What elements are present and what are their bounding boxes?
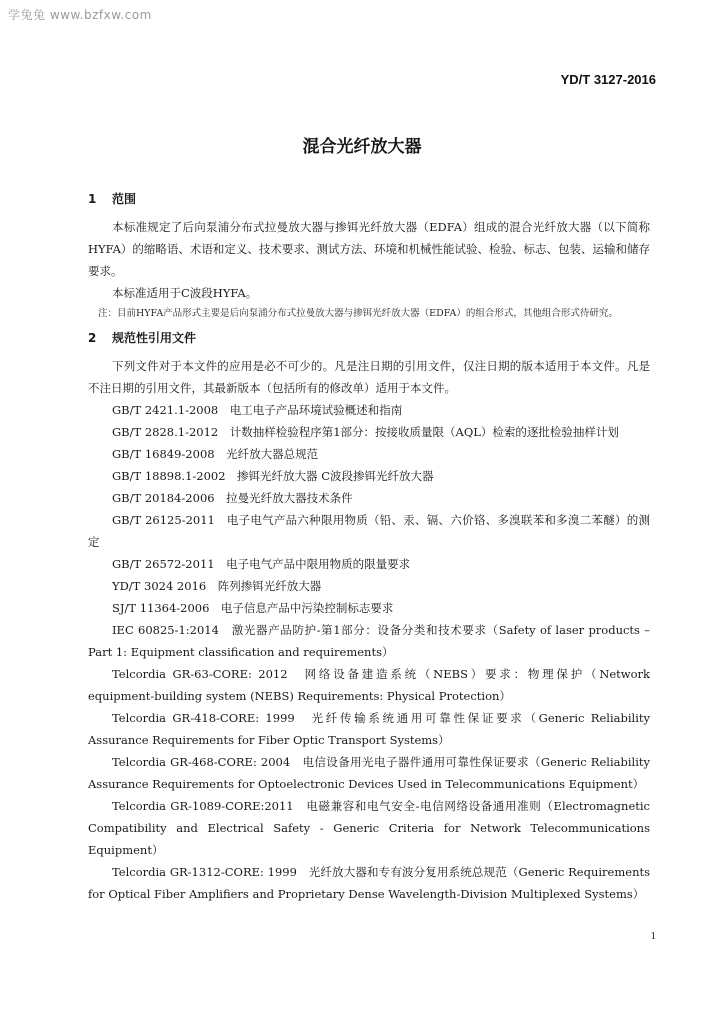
reference-item: GB/T 26572-2011 电子电气产品中限用物质的限量要求 [112,557,411,571]
reference-item: GB/T 26125-2011 电子电气产品六种限用物质（铅、汞、镉、六价铬、多溴联苯和多溴二苯醚）的测定 [88,513,650,549]
reference-item: GB/T 18898.1-2002 掺铒光纤放大器 C波段掺铒光纤放大器 [112,469,434,483]
reference-item: Telcordia GR-468-CORE: 2004 电信设备用光电子器件通用可靠性保证要求（Generic Reliability Assurance Requirements for Optoelectronic Devices Used in Telecommunications Equipment） [88,755,650,791]
page-number: 1 [650,930,656,942]
section-2-heading [88,329,650,347]
reference-item: Telcordia GR-1089-CORE:2011 电磁兼容和电气安全-电信网络设备通用准则（Electromagnetic Compatibility and Electrical Safety - Generic Criteria for Network Telecommunications Equipment） [88,799,650,857]
reference-item: GB/T 2828.1-2012 计数抽样检验程序第1部分：按接收质量限（AQL）检索的逐批检验抽样计划 [112,425,619,439]
scope-note: 注：目前HYFA产品形式主要是后向泵浦分布式拉曼放大器与掺铒光纤放大器（EDFA）的组合形式，其他组合形式待研究。 [98,308,618,319]
references-intro: 下列文件对于本文件的应用是必不可少的。凡是注日期的引用文件，仅注日期的版本适用于本文件。凡是不注日期的引用文件，其最新版本（包括所有的修改单）适用于本文件。 [88,359,650,395]
section-2-title: 规范性引用文件 [112,331,197,345]
reference-item: GB/T 20184-2006 拉曼光纤放大器技术条件 [112,491,353,505]
reference-item: Telcordia GR-418-CORE: 1999 光纤传输系统通用可靠性保证要求（Generic Reliability Assurance Requirements for Fiber Optic Transport Systems） [88,711,650,747]
section-1-number: 1 [88,192,97,206]
scope-applicability: 本标准适用于C波段HYFA。 [112,286,258,300]
reference-item: GB/T 16849-2008 光纤放大器总规范 [112,447,319,461]
reference-item: Telcordia GR-1312-CORE: 1999 光纤放大器和专有波分复用系统总规范（Generic Requirements for Optical Fiber Amplifiers and Proprietary Dense Wavelength-Division Multiplexed Systems） [88,865,650,901]
standard-number: YD/T 3127-2016 [560,72,656,87]
section-1-title: 范围 [112,192,137,206]
reference-item: IEC 60825-1:2014 激光器产品防护-第1部分：设备分类和技术要求（Safety of laser products – Part 1: Equipment classification and requirements） [88,623,650,659]
reference-item: GB/T 2421.1-2008 电工电子产品环境试验概述和指南 [112,403,403,417]
reference-item: SJ/T 11364-2006 电子信息产品中污染控制标志要求 [112,601,394,615]
watermark-text: 学兔兔 www.bzfxw.com [8,8,152,22]
section-1-heading [88,190,650,208]
document-body [88,190,650,905]
scope-paragraph: 本标准规定了后向泵浦分布式拉曼放大器与掺铒光纤放大器（EDFA）组成的混合光纤放大器（以下简称HYFA）的缩略语、术语和定义、技术要求、测试方法、环境和机械性能试验、检验、标志、包装、运输和储存要求。 [88,220,650,278]
reference-item: YD/T 3024 2016 阵列掺铒光纤放大器 [112,579,322,593]
document-title: 混合光纤放大器 [302,137,422,157]
section-2-number: 2 [88,331,97,345]
reference-item: Telcordia GR-63-CORE: 2012 网络设备建造系统（NEBS）要求：物理保护（Network equipment-building system (NEBS) Requirements: Physical Protection） [88,667,650,703]
